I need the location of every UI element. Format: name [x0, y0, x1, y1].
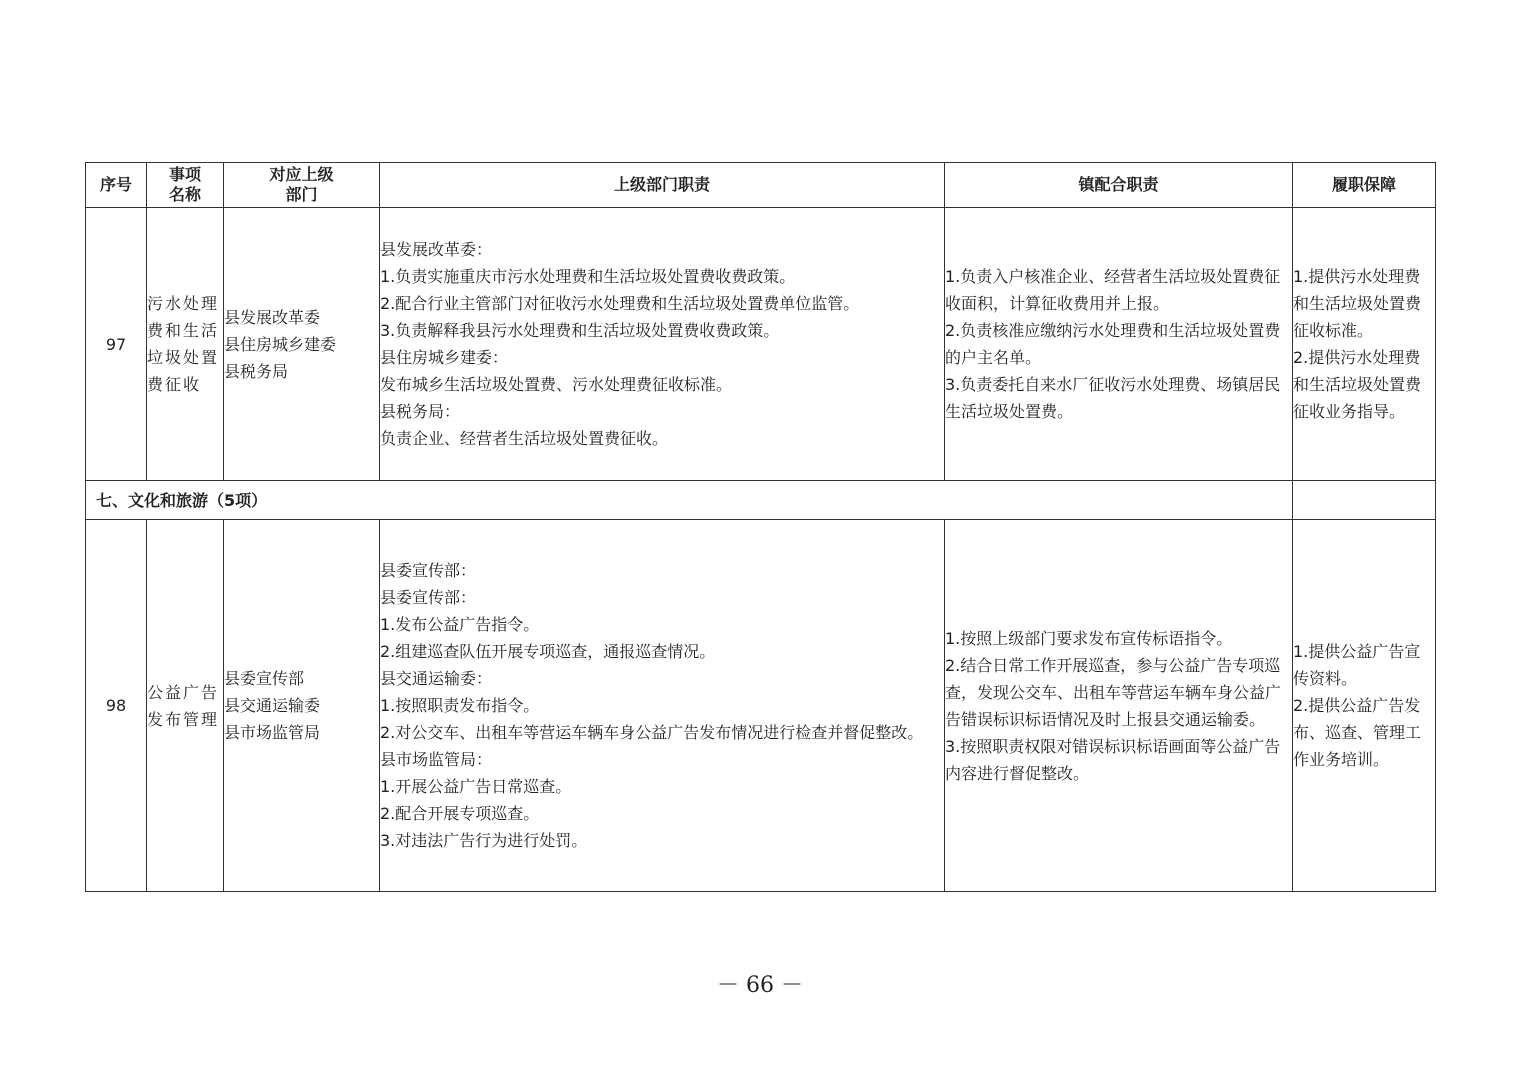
guarantee-line: 1.提供污水处理费和生活垃圾处置费征收标准。 — [1293, 267, 1422, 340]
dept-line: 县税务局 — [224, 361, 289, 381]
header-item-name-line: 名称 — [168, 185, 201, 204]
guarantee-line: 2.提供公益广告发布、巡查、管理工作业务培训。 — [1293, 696, 1422, 769]
town-duty-line: 3.负责委托自来水厂征收污水处理费、场镇居民生活垃圾处置费。 — [945, 375, 1281, 421]
duty-line: 县委宣传部： — [380, 588, 477, 607]
town-duty-line: 2.负责核准应缴纳污水处理费和生活垃圾处置费的户主名单。 — [945, 321, 1281, 367]
row-seq: 98 — [86, 520, 147, 892]
duty-line: 县发展改革委： — [380, 240, 493, 259]
row-item-name: 污水处理费和生活垃圾处置费征收 — [147, 208, 224, 481]
duty-line: 2.组建巡查队伍开展专项巡查，通报巡查情况。 — [380, 642, 716, 661]
duty-line: 1.开展公益广告日常巡查。 — [380, 777, 572, 796]
row-upper-dept — [224, 208, 380, 481]
dept-line: 县住房城乡建委 — [224, 334, 337, 354]
duty-line: 发布城乡生活垃圾处置费、污水处理费征收标准。 — [380, 375, 733, 394]
duty-line: 1.发布公益广告指令。 — [380, 615, 540, 634]
guarantee-line: 2.提供污水处理费和生活垃圾处置费征收业务指导。 — [1293, 348, 1422, 421]
table-row — [86, 208, 1436, 481]
header-seq: 序号 — [86, 163, 147, 208]
town-duty-line: 3.按照职责权限对错误标识标语画面等公益广告内容进行督促整改。 — [945, 736, 1281, 783]
town-duty-line: 1.负责入户核准企业、经营者生活垃圾处置费征收面积，计算征收费用并上报。 — [945, 267, 1281, 313]
table-row — [86, 520, 1436, 892]
header-guarantee: 履职保障 — [1293, 163, 1436, 208]
row-town-duty — [945, 208, 1293, 481]
header-upper-dept — [224, 163, 380, 208]
row-item-name: 公益广告发布管理 — [147, 520, 224, 892]
header-upper-dept-line: 部门 — [285, 185, 318, 204]
row-upper-duty — [380, 520, 945, 892]
duty-line: 1.负责实施重庆市污水处理费和生活垃圾处置费收费政策。 — [380, 267, 796, 286]
section-title: 七、文化和旅游（5项） — [86, 481, 1293, 520]
header-upper-dept-line: 对应上级 — [269, 165, 334, 184]
row-guarantee — [1293, 208, 1436, 481]
guarantee-line: 1.提供公益广告宣传资料。 — [1293, 642, 1421, 688]
duty-line: 2.配合开展专项巡查。 — [380, 804, 540, 823]
town-duty-line: 2.结合日常工作开展巡查，参与公益广告专项巡查，发现公交车、出租车等营运车辆车身公益广告错误标识标语情况及时上报县交通运输委。 — [945, 655, 1282, 729]
duty-line: 县市场监管局： — [380, 750, 493, 769]
duty-line: 县住房城乡建委： — [380, 348, 509, 367]
dept-line: 县交通运输委 — [224, 696, 321, 715]
header-item-name — [147, 163, 224, 208]
row-guarantee — [1293, 520, 1436, 892]
duty-line: 负责企业、经营者生活垃圾处置费征收。 — [380, 429, 669, 448]
page-number: － 66 － — [717, 973, 803, 998]
duty-line: 2.对公交车、出租车等营运车辆车身公益广告发布情况进行检查并督促整改。 — [380, 723, 924, 742]
row-upper-dept — [224, 520, 380, 892]
header-town-duty: 镇配合职责 — [945, 163, 1293, 208]
section-row — [86, 481, 1436, 520]
row-seq: 97 — [86, 208, 147, 481]
duty-line: 2.配合行业主管部门对征收污水处理费和生活垃圾处置费单位监管。 — [380, 294, 860, 313]
dept-line: 县发展改革委 — [224, 307, 321, 327]
dept-line: 县市场监管局 — [224, 723, 321, 742]
duty-table — [85, 162, 1436, 892]
duty-line: 县委宣传部： — [380, 561, 477, 580]
header-upper-duty: 上级部门职责 — [380, 163, 945, 208]
section-empty-cell — [1293, 481, 1436, 520]
duty-line: 3.负责解释我县污水处理费和生活垃圾处置费收费政策。 — [380, 321, 780, 340]
dept-line: 县委宣传部 — [224, 669, 305, 688]
header-item-name-line: 事项 — [168, 165, 201, 184]
row-upper-duty — [380, 208, 945, 481]
duty-line: 1.按照职责发布指令。 — [380, 696, 540, 715]
duty-line: 县税务局： — [380, 402, 461, 421]
row-town-duty — [945, 520, 1293, 892]
duty-line: 3.对违法广告行为进行处罚。 — [380, 831, 588, 850]
duty-line: 县交通运输委： — [380, 669, 493, 688]
table-header-row — [86, 163, 1436, 208]
town-duty-line: 1.按照上级部门要求发布宣传标语指令。 — [945, 628, 1233, 648]
